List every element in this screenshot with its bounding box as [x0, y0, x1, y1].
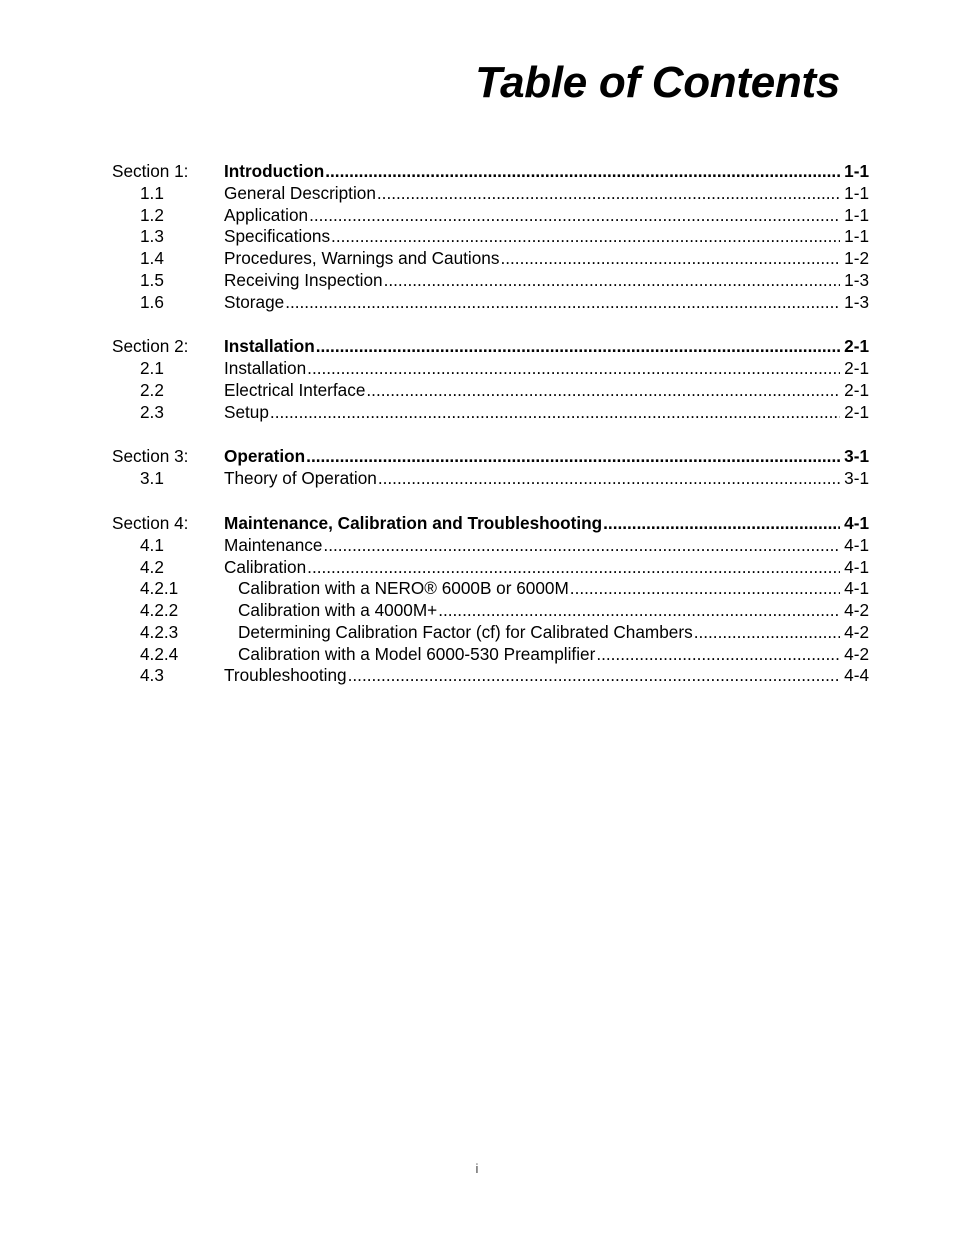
toc-entry-page: 4-1: [844, 556, 869, 577]
toc-entry-number: Section 1:: [112, 161, 189, 181]
toc-entry-page: 1-1: [844, 204, 869, 225]
toc-entry-page: 4-1: [844, 513, 869, 534]
toc-section-header[interactable]: [112, 512, 869, 535]
toc-entry-number: 1.2: [140, 204, 164, 225]
toc-subitem[interactable]: [112, 622, 869, 644]
toc-entry-title: Specifications: [224, 226, 331, 247]
toc-entry-title: Introduction: [224, 161, 325, 181]
toc-subitem[interactable]: [112, 644, 869, 666]
toc-entry-page: 4-4: [844, 665, 869, 686]
dot-leader: [384, 270, 841, 292]
toc-entry-page: 1-1: [844, 161, 869, 181]
toc-entry-number: 4.3: [140, 665, 164, 686]
toc-section: [112, 512, 869, 687]
dot-leader: [316, 335, 840, 358]
toc-item[interactable]: [112, 292, 869, 314]
toc-entry-page: 2-1: [844, 336, 869, 357]
dot-leader: [378, 468, 840, 490]
toc-entry-title: Maintenance, Calibration and Troubleshooting: [224, 513, 603, 534]
toc-entry-title: Application: [224, 204, 309, 225]
toc-item[interactable]: [112, 248, 869, 270]
toc-entry-title: Maintenance: [224, 535, 323, 556]
toc-entry-title: Calibration with a 4000M+: [238, 600, 438, 621]
dot-leader: [306, 445, 840, 468]
toc-entry-page: 2-1: [844, 401, 869, 422]
toc-entry-number: 2.3: [140, 401, 164, 422]
toc-entry-number: 1.3: [140, 226, 164, 247]
toc-entry-page: 1-3: [844, 269, 869, 290]
toc-item[interactable]: [112, 226, 869, 248]
toc-entry-number: 1.6: [140, 291, 164, 312]
toc-entry-page: 4-2: [844, 621, 869, 642]
toc-entry-page: 1-1: [844, 183, 869, 203]
toc-entry-number: 4.2: [140, 556, 164, 577]
toc-entry-title: Procedures, Warnings and Cautions: [224, 248, 500, 269]
dot-leader: [309, 205, 840, 227]
toc-section: [112, 445, 869, 490]
dot-leader: [323, 535, 840, 557]
toc-entry-number: 1.5: [140, 269, 164, 290]
toc-entry-number: Section 4:: [112, 513, 189, 534]
toc-item[interactable]: [112, 468, 869, 490]
dot-leader: [377, 183, 840, 205]
toc-entry-title: Calibration with a NERO® 6000B or 6000M: [238, 578, 569, 599]
toc-section: [112, 335, 869, 423]
toc-entry-number: Section 3:: [112, 446, 189, 467]
toc-entry-page: 1-1: [844, 226, 869, 247]
dot-leader: [270, 402, 840, 424]
toc-entry-page: 2-1: [844, 379, 869, 400]
toc-entry-number: 1.4: [140, 248, 164, 269]
table-of-contents: [112, 160, 869, 709]
dot-leader: [366, 380, 840, 402]
toc-entry-page: 3-1: [844, 446, 869, 467]
toc-entry-page: 4-2: [844, 600, 869, 621]
toc-entry-page: 4-1: [844, 578, 869, 599]
toc-entry-title: Receiving Inspection: [224, 269, 383, 290]
dot-leader: [500, 248, 840, 270]
toc-entry-title: Installation: [224, 358, 307, 379]
toc-entry-title: Electrical Interface: [224, 379, 366, 400]
toc-entry-title: Operation: [224, 446, 306, 467]
toc-entry-title: Theory of Operation: [224, 468, 377, 489]
toc-entry-number: Section 2:: [112, 336, 189, 357]
dot-leader: [596, 644, 840, 666]
toc-entry-title: Storage: [224, 291, 285, 312]
toc-entry-number: 2.1: [140, 358, 164, 379]
toc-entry-title: General Description: [224, 183, 376, 203]
toc-item[interactable]: [112, 205, 869, 227]
toc-section: [112, 160, 869, 313]
toc-entry-title: Setup: [224, 401, 269, 422]
toc-entry-page: 1-3: [844, 291, 869, 312]
toc-entry-number: 4.2.2: [140, 600, 179, 621]
toc-entry-number: 4.2.4: [140, 643, 179, 664]
toc-item[interactable]: [112, 358, 869, 380]
toc-entry-page: 2-1: [844, 358, 869, 379]
toc-entry-page: 4-1: [844, 535, 869, 556]
toc-entry-number: 4.1: [140, 535, 164, 556]
toc-item[interactable]: [112, 402, 869, 424]
toc-item[interactable]: [112, 557, 869, 579]
toc-item[interactable]: [112, 270, 869, 292]
toc-entry-number: 4.2.3: [140, 621, 179, 642]
toc-subitem[interactable]: [112, 600, 869, 622]
toc-entry-number: 1.1: [140, 183, 164, 203]
page-title: Table of Contents: [475, 58, 840, 107]
dot-leader: [603, 512, 840, 535]
toc-entry-number: 2.2: [140, 379, 164, 400]
toc-subitem[interactable]: [112, 578, 869, 600]
toc-entry-number: 3.1: [140, 468, 164, 489]
dot-leader: [694, 622, 840, 644]
dot-leader: [285, 292, 840, 314]
dot-leader: [348, 665, 841, 687]
toc-item[interactable]: [112, 183, 869, 205]
toc-section-header[interactable]: [112, 335, 869, 358]
dot-leader: [307, 557, 840, 579]
toc-entry-title: Troubleshooting: [224, 665, 347, 686]
dot-leader: [331, 226, 840, 248]
toc-entry-title: Installation: [224, 336, 315, 357]
toc-section-header[interactable]: [112, 160, 869, 183]
toc-item[interactable]: [112, 535, 869, 557]
toc-item[interactable]: [112, 380, 869, 402]
toc-section-header[interactable]: [112, 445, 869, 468]
dot-leader: [307, 358, 840, 380]
dot-leader: [570, 578, 840, 600]
toc-entry-title: Calibration: [224, 556, 307, 577]
toc-entry-title: Calibration with a Model 6000-530 Preamplifier: [238, 643, 596, 664]
toc-entry-number: 4.2.1: [140, 578, 179, 599]
dot-leader: [438, 600, 840, 622]
toc-entry-page: 4-2: [844, 643, 869, 664]
toc-entry-title: Determining Calibration Factor (cf) for Calibrated Chambers: [238, 621, 693, 642]
toc-item[interactable]: [112, 665, 869, 687]
toc-entry-page: 3-1: [844, 468, 869, 489]
dot-leader: [325, 160, 840, 183]
toc-entry-page: 1-2: [844, 248, 869, 269]
page-number: i: [475, 1161, 479, 1176]
